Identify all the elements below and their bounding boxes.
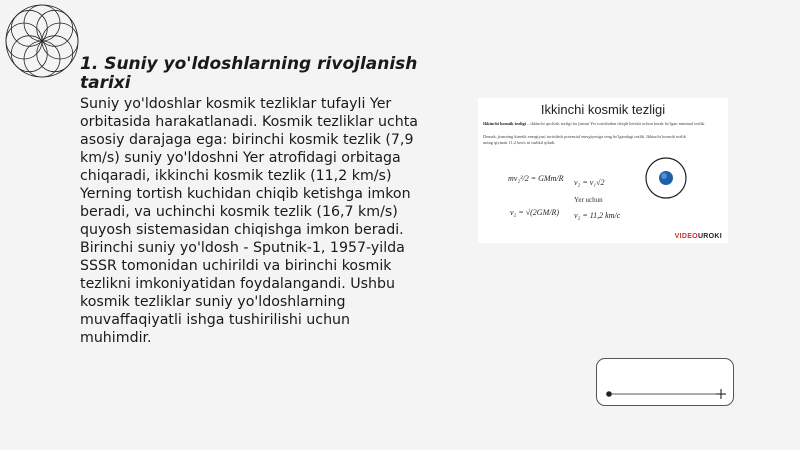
line-tool-widget[interactable]	[596, 358, 734, 406]
spirograph-ornament-icon	[3, 2, 81, 80]
slide-body-text: Suniy yo'ldoshlar kosmik tezliklar tufayli Yer orbitasida harakatlanadi. Kosmik tezliklar uchta asosiy darajaga ega: birinchi kosmik tezlik (7,9 km/s) suniy yo'ldoshni Yer atrofidagi orbitaga chiqaradi, ikkinchi kosmik tezlik (11,2 km/s) Yerning tortish kuchidan chiqib ketishga imkon beradi, va uchinchi kosmik tezlik (16,7 km/s) quyosh sistemasidan chiqishga imkon beradi. Birinchi suniy yo'ldosh - Sputnik-1, 1957-yilda SSSR tomonidan uchirildi va birinchi kosmik tezlikni imkoniyatidan foydalangandi. Ushbu kosmik tezliklar suniy yo'ldoshlarning muvaffaqiyatli ishga tushirilishi uchun muhimdir.	[80, 96, 418, 346]
velocity-relation-formula: v₂ = v₁√2	[574, 178, 605, 187]
videouroki-logo: VIDEOUROKI	[674, 233, 722, 240]
v2-formula: v₂ = √(2GM/R)	[510, 208, 559, 217]
plus-icon	[716, 389, 726, 399]
image-desc-line1: Ikkinchi kosmik tezligi – ikkinchi qochish tezligi bu jismni Yer tortishidan chiqib ketishi uchun kerak bo'lgan minimal tezlik.	[483, 121, 706, 126]
image-desc-line3: uning qiymati 11,2 km/s ni tashkil qiladi.	[483, 140, 556, 145]
earth-orbit-icon	[644, 156, 688, 200]
second-cosmic-velocity-image	[478, 98, 728, 243]
image-title: Ikkinchi kosmik tezligi	[540, 102, 666, 117]
v2-value: v₂ = 11,2 km/c	[574, 211, 621, 220]
image-desc-line2: Demak, jismning kinetik energiyasi tortishish potensial energiyasiga teng bo'lgandagi tezlik. Ikkinchi kosmik tezlik	[483, 134, 686, 139]
energy-formula: mv₂²/2 = GMm/R	[508, 174, 564, 183]
dot-icon	[606, 391, 612, 397]
image-caption: Yer uchun	[574, 196, 603, 204]
slide-title: 1. Suniy yo'ldoshlarning rivojlanish tarixi	[80, 54, 418, 93]
